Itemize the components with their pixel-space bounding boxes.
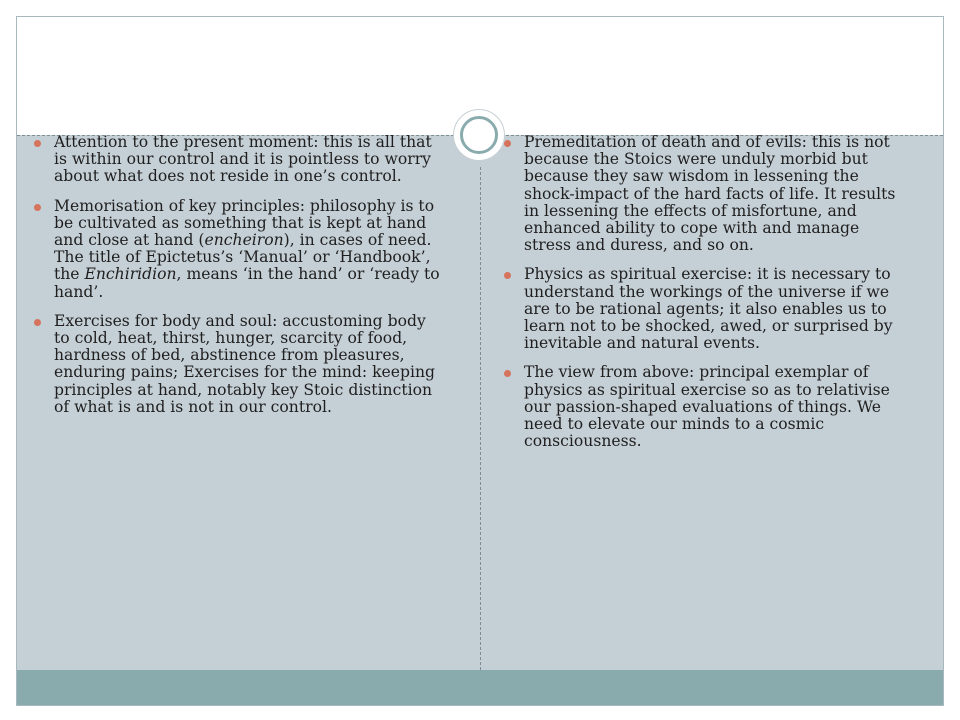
- bullet-dot-icon: [34, 204, 41, 211]
- list-item: [504, 134, 904, 254]
- bullet-dot-icon: [504, 140, 511, 147]
- bullet-dot-icon: [34, 319, 41, 326]
- bullet-dot-icon: [504, 370, 511, 377]
- ring-icon: [460, 116, 498, 154]
- right-column: [504, 134, 904, 462]
- list-item-text: Premeditation of death and of evils: this is not because the Stoics were unduly morbid but because they saw wisdom in lessening the shock-impact of the hard facts of life. It results in lessening the effects of misfortune, and enhanced ability to cope with and manage stress and duress, and so on.: [524, 133, 896, 255]
- list-item-text: Attention to the present moment: this is all that is within our control and it is pointless to worry about what does not reside in one’s control.: [54, 133, 432, 186]
- left-bullet-list: [34, 134, 444, 416]
- list-item: [504, 364, 904, 450]
- right-bullet-list: [504, 134, 904, 450]
- bullet-dot-icon: [504, 272, 511, 279]
- term-encheiron: encheiron: [204, 231, 284, 250]
- list-item-text: Physics as spiritual exercise: it is necessary to understand the workings of the universe if we are to be rational agents; it also enables us to learn not to be shocked, awed, or surprised by inevitable and natural events.: [524, 265, 893, 353]
- bullet-dot-icon: [34, 140, 41, 147]
- column-divider: [480, 167, 481, 670]
- term-enchiridion: Enchiridion: [84, 265, 177, 284]
- list-item: [34, 313, 444, 416]
- list-item: [34, 134, 444, 186]
- list-item-text-start: Memorisation of key principles: philosophy is to be cultivated as something that is kept at hand and close at hand (: [54, 196, 435, 250]
- list-item-text: Exercises for body and soul: accustoming body to cold, heat, thirst, hunger, scarcity of food, hardness of bed, abstinence from pleasures, enduring pains; Exercises for the mind: keeping principles at hand, notably key Stoic distinction of what is and is not in our control.: [54, 311, 435, 416]
- list-item-text-end: , means ‘in the hand’ or ‘ready to hand’.: [54, 265, 440, 301]
- list-item-text: The view from above: principal exemplar of physics as spiritual exercise so as to relativise our passion-shaped evaluations of things. We need to elevate our minds to a cosmic consciousness.: [524, 363, 890, 451]
- list-item: [34, 198, 444, 301]
- left-column: [34, 134, 444, 428]
- list-item: [504, 266, 904, 352]
- list-item-text-middle: ), in cases of need. The title of Epictetus’s ‘Manual’ or ‘Handbook’, the: [54, 231, 432, 284]
- circle-ornament-icon: [453, 109, 505, 161]
- footer-band: [17, 670, 943, 705]
